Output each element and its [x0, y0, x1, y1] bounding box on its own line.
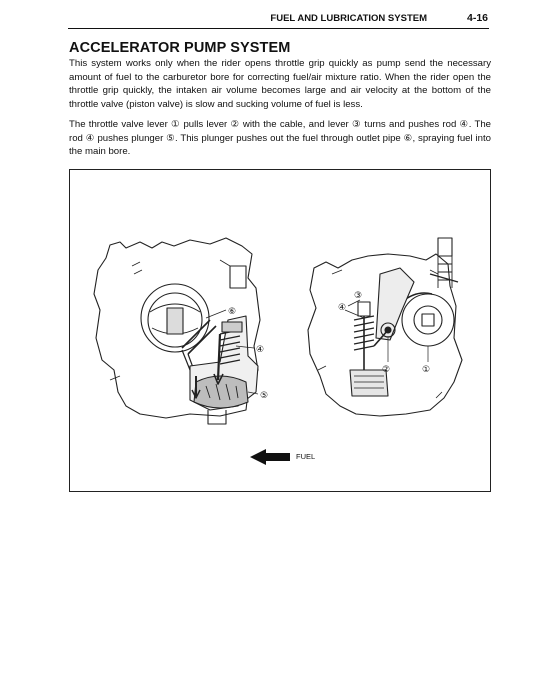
throttle-shaft-square [422, 314, 434, 326]
pump-rod-cap [222, 322, 242, 332]
page-header [68, 8, 489, 29]
fuel-label: FUEL [296, 452, 316, 461]
pump-plunger-chamber [194, 376, 248, 408]
carburetor-illustration [70, 170, 490, 491]
callout-1: ① [422, 365, 431, 375]
accelerator-pump-figure [69, 169, 491, 492]
pump-rod-top [358, 302, 370, 316]
callout-4-right: ④ [338, 303, 347, 313]
page-title: ACCELERATOR PUMP SYSTEM [69, 40, 291, 56]
section-title: FUEL AND LUBRICATION SYSTEM [270, 13, 427, 24]
callout-3: ③ [354, 291, 363, 301]
callout-6: ⑥ [228, 307, 237, 317]
page-number: 4-16 [466, 12, 488, 24]
callout-5: ⑤ [260, 391, 269, 401]
callout-2: ② [382, 365, 391, 375]
adjuster-screw-head [438, 238, 452, 256]
throttle-piston-valve [167, 308, 183, 334]
left-carb-top-fitting [230, 266, 246, 288]
throttle-valve-lever-ring [402, 294, 454, 346]
left-carb-nozzle [208, 410, 226, 424]
operation-paragraph: The throttle valve lever ① pulls lever ② with the cable, and lever ③ turns and pushes rod ④. The rod ④ pushes plunger ⑤. This plunger pushes out the fuel through outlet pipe ⑥, spraying fuel into the main bore. [69, 119, 491, 158]
outlet-pipe [182, 320, 216, 354]
fuel-direction-arrow [250, 449, 290, 465]
intro-paragraph: This system works only when the rider opens throttle grip quickly as pump send the necessary amount of fuel to the carburetor bore for correcting fuel/air mixture ratio. When the rider open the throttle grip quickly, the intaken air volume becomes large and air velocity at the bottom of the throttle valve (piston valve) is slow and sucking volume of fuel is less. [69, 58, 491, 110]
callout-4-left: ④ [256, 345, 265, 355]
